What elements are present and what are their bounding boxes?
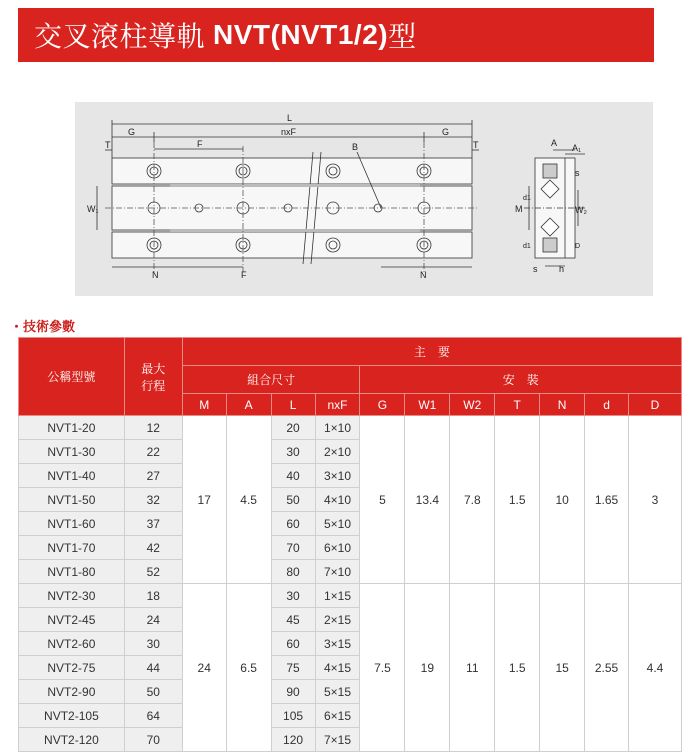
cell-stroke: 64	[124, 704, 182, 728]
cell-L: 30	[271, 584, 315, 608]
cell-L: 30	[271, 440, 315, 464]
cell-model: NVT2-60	[19, 632, 125, 656]
cell-model: NVT1-30	[19, 440, 125, 464]
cell-nxF: 4×10	[315, 488, 360, 512]
label-N-left: N	[152, 270, 159, 280]
cell-model: NVT2-75	[19, 656, 125, 680]
cell-model: NVT1-40	[19, 464, 125, 488]
header-col-G: G	[360, 394, 405, 416]
cell-stroke: 50	[124, 680, 182, 704]
cell-nxF: 6×10	[315, 536, 360, 560]
label-s-bottom: s	[533, 264, 538, 274]
cell-nxF: 5×10	[315, 512, 360, 536]
label-T-left: T	[105, 140, 111, 150]
cell-stroke: 12	[124, 416, 182, 440]
cell-nxF: 1×10	[315, 416, 360, 440]
cell-nxF: 2×15	[315, 608, 360, 632]
cell-model: NVT1-60	[19, 512, 125, 536]
cell-nxF: 7×10	[315, 560, 360, 584]
cell-model: NVT2-45	[19, 608, 125, 632]
cell-L: 90	[271, 680, 315, 704]
roller-cage-bottom	[170, 229, 420, 232]
cell-L: 40	[271, 464, 315, 488]
label-L: L	[287, 113, 293, 123]
header-col-D: D	[629, 394, 682, 416]
header-col-N: N	[540, 394, 585, 416]
cell-model: NVT1-50	[19, 488, 125, 512]
header-install: 安 裝	[360, 366, 682, 394]
header-col-A: A	[226, 394, 271, 416]
cell-L: 20	[271, 416, 315, 440]
cell-L: 50	[271, 488, 315, 512]
cell-W2: 7.8	[450, 416, 495, 584]
header-stroke: 最大行程	[124, 338, 182, 416]
cell-stroke: 27	[124, 464, 182, 488]
label-F-top: F	[197, 139, 203, 149]
cell-T: 1.5	[495, 416, 540, 584]
technical-drawing	[75, 102, 653, 296]
cell-model: NVT2-90	[19, 680, 125, 704]
table-row	[19, 416, 682, 440]
cell-stroke: 30	[124, 632, 182, 656]
upper-rail	[112, 158, 472, 184]
cell-N: 15	[540, 584, 585, 752]
cell-W1: 19	[405, 584, 450, 752]
cell-stroke: 22	[124, 440, 182, 464]
label-W1: W₁	[87, 204, 99, 214]
label-W2: W₂	[575, 205, 587, 215]
spec-table-body	[19, 416, 682, 752]
cell-stroke: 37	[124, 512, 182, 536]
cell-stroke: 70	[124, 728, 182, 752]
cell-nxF: 3×15	[315, 632, 360, 656]
label-B: B	[352, 142, 359, 152]
title-model: NVT(NVT1/2)	[213, 19, 389, 50]
cell-D: 4.4	[629, 584, 682, 752]
cell-stroke: 52	[124, 560, 182, 584]
header-col-T: T	[495, 394, 540, 416]
cell-stroke: 18	[124, 584, 182, 608]
cell-L: 120	[271, 728, 315, 752]
cell-G: 7.5	[360, 584, 405, 752]
cell-W2: 11	[450, 584, 495, 752]
cell-nxF: 1×15	[315, 584, 360, 608]
label-N-right: N	[420, 270, 427, 280]
title-main: 交叉滾柱導軌	[34, 21, 206, 52]
cell-L: 70	[271, 536, 315, 560]
cell-model: NVT1-70	[19, 536, 125, 560]
header-col-M: M	[182, 394, 226, 416]
header-model: 公稱型號	[19, 338, 125, 416]
cell-L: 105	[271, 704, 315, 728]
roller-cage-top	[170, 184, 420, 187]
spec-table	[18, 337, 682, 752]
label-d1-lower: d1	[523, 243, 531, 250]
header-col-nxF: nxF	[315, 394, 360, 416]
header-col-L: L	[271, 394, 315, 416]
label-d1: d1	[523, 195, 531, 202]
cell-stroke: 42	[124, 536, 182, 560]
cell-model: NVT1-20	[19, 416, 125, 440]
header-col-W1: W1	[405, 394, 450, 416]
header-col-W2: W2	[450, 394, 495, 416]
page-title-banner	[18, 8, 654, 62]
cell-model: NVT1-80	[19, 560, 125, 584]
cell-model: NVT2-105	[19, 704, 125, 728]
cell-stroke: 44	[124, 656, 182, 680]
cell-d: 2.55	[585, 584, 629, 752]
section-label: ・技術參數	[10, 319, 76, 334]
cell-D: 3	[629, 416, 682, 584]
header-col-d: d	[585, 394, 629, 416]
label-nxF: nxF	[281, 127, 297, 137]
label-M: M	[515, 204, 523, 214]
cell-W1: 13.4	[405, 416, 450, 584]
label-D: D	[575, 243, 581, 250]
cell-L: 75	[271, 656, 315, 680]
cell-L: 60	[271, 632, 315, 656]
label-T-right: T	[473, 140, 479, 150]
label-G-left: G	[128, 127, 136, 137]
lower-rail	[112, 232, 472, 258]
label-s-top: s	[575, 168, 580, 178]
title-suffix: 型	[388, 21, 417, 52]
cell-L: 45	[271, 608, 315, 632]
cell-stroke: 24	[124, 608, 182, 632]
cell-T: 1.5	[495, 584, 540, 752]
cell-L: 60	[271, 512, 315, 536]
cell-A: 6.5	[226, 584, 271, 752]
cell-N: 10	[540, 416, 585, 584]
cell-M: 17	[182, 416, 226, 584]
cell-nxF: 4×15	[315, 656, 360, 680]
cell-d: 1.65	[585, 416, 629, 584]
table-row	[19, 584, 682, 608]
label-F-bottom: F	[241, 270, 247, 280]
header-main: 主 要	[182, 338, 681, 366]
cell-M: 24	[182, 584, 226, 752]
cell-nxF: 6×15	[315, 704, 360, 728]
drawing-svg	[75, 102, 653, 296]
cell-nxF: 5×15	[315, 680, 360, 704]
cell-G: 5	[360, 416, 405, 584]
cell-L: 80	[271, 560, 315, 584]
cell-nxF: 7×15	[315, 728, 360, 752]
cell-stroke: 32	[124, 488, 182, 512]
cell-nxF: 3×10	[315, 464, 360, 488]
label-h: h	[559, 264, 565, 274]
header-assembly: 組合尺寸	[182, 366, 360, 394]
cell-model: NVT2-120	[19, 728, 125, 752]
cell-A: 4.5	[226, 416, 271, 584]
label-G-right: G	[442, 127, 450, 137]
label-A1: A₁	[572, 143, 582, 153]
label-A: A	[551, 138, 558, 148]
cell-nxF: 2×10	[315, 440, 360, 464]
cell-model: NVT2-30	[19, 584, 125, 608]
